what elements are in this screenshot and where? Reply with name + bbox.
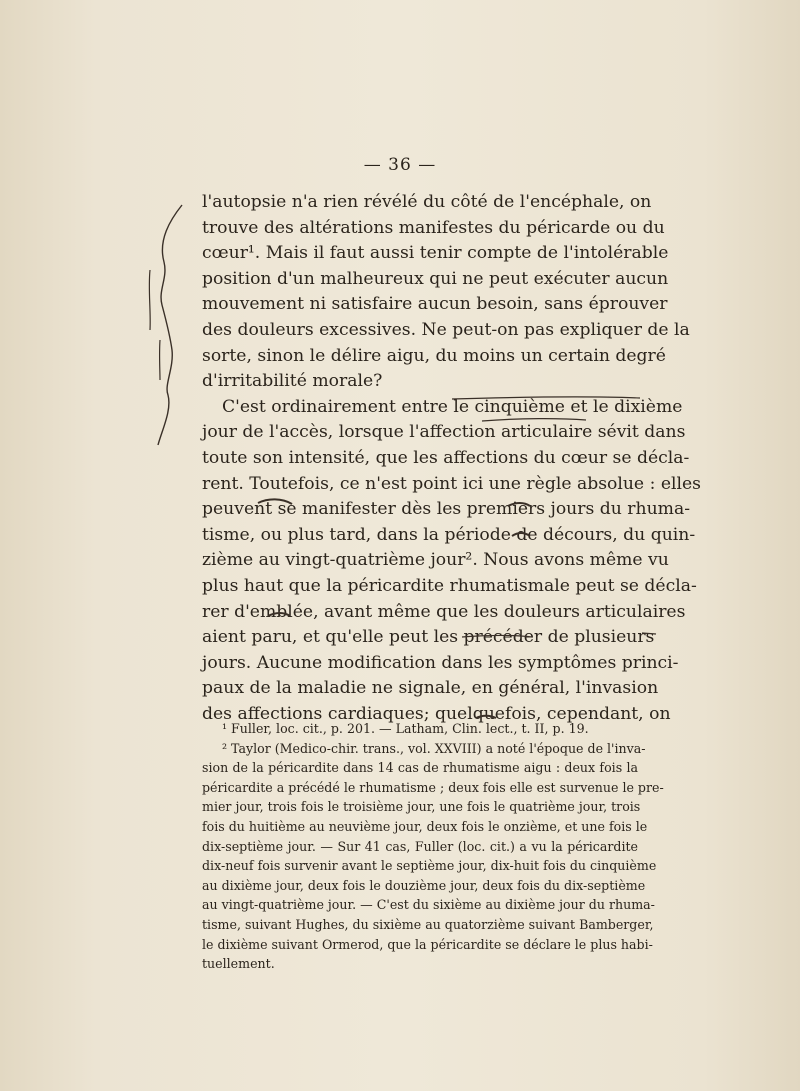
footnote-line: tuellement. [202,956,275,972]
text-line: plus haut que la péricardite rhumatismale peut se décla- [202,575,697,596]
text-line: tisme, ou plus tard, dans la période de décours, du quin- [202,524,696,545]
footnote-line: ² Taylor (Medico-chir. trans., vol. XXVIII) a noté l'époque de l'inva- [222,740,646,756]
underline-mark [482,419,586,421]
text-line: sorte, sinon le délire aigu, du moins un certain degré [202,345,666,366]
text-line: des douleurs excessives. Ne peut-on pas expliquer de la [202,319,690,340]
text-line: rent. Toutefois, ce n'est point ici une règle absolue : elles [202,473,701,494]
text-line: jour de l'accès, lorsque l'affection articulaire sévit dans [202,422,686,443]
footnote-line: le dixième suivant Ormerod, que la péricardite se déclare le plus habi- [202,936,653,952]
underline-mark [452,397,640,399]
text-line: trouve des altérations manifestes du péricarde ou du [202,217,665,238]
margin-tick-mark [149,270,150,330]
text-line: toute son intensité, que les affections du cœur se décla- [202,447,690,468]
footnote-line: dix-neuf fois survenir avant le septième jour, dix-huit fois du cinquième [202,858,657,874]
underline-mark [462,636,532,638]
margin-bracket-mark [158,205,182,445]
text-line: peuvent se manifester dès les premiers jours du rhuma- [202,499,690,520]
footnote-line: sion de la péricardite dans 14 cas de rhumatisme aigu : deux fois la [202,760,638,776]
text-line: position d'un malheureux qui ne peut exécuter aucun [202,268,669,289]
text-line: l'autopsie n'a rien révélé du côté de l'encéphale, on [202,192,652,212]
correction-mark [476,716,496,718]
footnote-line: dix-septième jour. — Sur 41 cas, Fuller (loc. cit.) a vu la péricardite [202,838,638,854]
footnote-line: tisme, suivant Hughes, du sixième au quatorzième suivant Bamberger, [202,916,654,932]
text-line: aient paru, et qu'elle peut les précéder de plusieurs [202,627,655,648]
text-line: zième au vingt-quatrième jour². Nous avons même vu [202,550,669,571]
page-number: — 36 — [363,155,437,175]
footnote-line: au dixième jour, deux fois le douzième jour, deux fois du dix-septième [202,877,646,893]
text-line: mouvement ni satisfaire aucun besoin, sans éprouver [202,294,668,315]
text-line: des affections cardiaques; quelquefois, cependant, on [202,703,671,724]
footnote-line: mier jour, trois fois le troisième jour, une fois le quatrième jour, trois [202,799,641,815]
text-line: C'est ordinairement entre le cinquième et le dixième [222,396,683,417]
text-line: d'irritabilité morale? [202,371,383,392]
footnote-line: fois du huitième au neuvième jour, deux fois le onzième, et une fois le [202,818,648,834]
footnote-line: ¹ Fuller, loc. cit., p. 201. — Latham, Clin. lect., t. II, p. 19. [222,721,589,736]
footnote-line: péricardite a précédé le rhumatisme ; deux fois elle est survenue le pre- [202,779,664,795]
text-line: jours. Aucune modification dans les symptômes princi- [202,652,679,673]
correction-mark [508,503,530,506]
correction-mark [258,499,292,504]
margin-dash-mark [642,633,656,634]
correction-mark [512,533,530,536]
text-line: rer d'emblée, avant même que les douleurs articulaires [202,601,686,622]
correction-mark [268,613,290,616]
text-line: cœur¹. Mais il faut aussi tenir compte de l'intolérable [202,243,669,264]
text-line: paux de la maladie ne signale, en général, l'invasion [202,678,659,699]
footnote-line: au vingt-quatrième jour. — C'est du sixième au dixième jour du rhuma- [202,897,655,913]
